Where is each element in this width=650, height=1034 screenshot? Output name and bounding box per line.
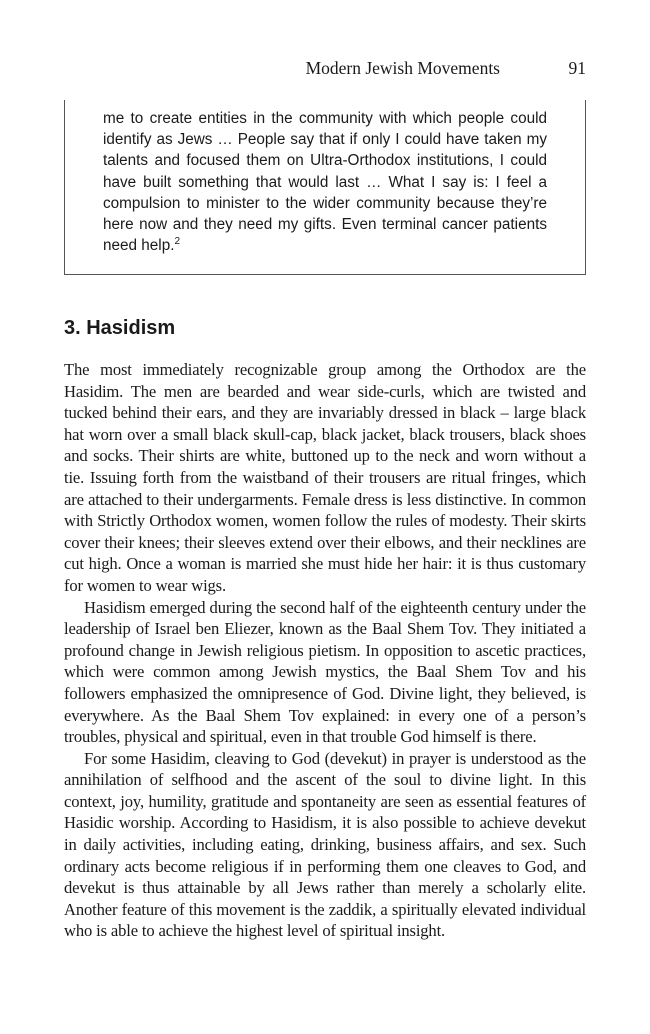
running-head-title: Modern Jewish Movements [305,58,500,78]
paragraph-2: Hasidism emerged during the second half of the eighteenth century under the leadership of Israel ben Eliezer, known as the Baal Shem Tov. They initiated a profound change in Jewish religious pietism. In opposition to ascetic practices, which were common among Jewish mystics, the Baal Shem Tov and his followers emphasized the omnipresence of God. Divine light, they believed, is everywhere. As the Baal Shem Tov explained: in every one of a person’s troubles, physical and spiritual, even in that trouble God himself is there. [64,597,586,747]
quote-text: me to create entities in the community with which people could identify as Jews … People say that if only I could have taken my talents and focused them on Ultra-Orthodox institutions, I could have built something that would last … What I say is: I feel a compulsion to minister to the wider community because they’re here now and they need my gifts. Even terminal cancer patients need help. [103,110,547,255]
section-heading: 3. Hasidism [64,317,176,339]
paragraph-3: For some Hasidim, cleaving to God (devekut) in prayer is understood as the annihilation of selfhood and the ascent of the soul to divine light. In this context, joy, humility, gratitude and spontaneity are seen as essential features of Hasidic worship. According to Hasidism, it is also possible to achieve devekut in daily activities, including eating, drinking, business affairs, and sex. Such ordinary acts become religious if in performing them one cleaves to God, and devekut is thus attainable by all Jews rather than merely a scholarly elite. Another feature of this movement is the zaddik, a spiritually elevated individual who is able to achieve the highest level of spiritual insight. [64,748,586,941]
boxed-quote [64,100,586,275]
footnote-reference: 2 [174,236,181,248]
running-head [0,58,650,84]
page-number: 91 [568,58,586,78]
body-text [64,359,586,942]
paragraph-1: The most immediately recognizable group among the Orthodox are the Hasidim. The men are bearded and wear side-curls, which are twisted and tucked behind their ears, and they are invariably dressed in black – large black hat worn over a small black skull-cap, black jacket, black trousers, black shoes and socks. Their shirts are white, buttoned up to the neck and worn without a tie. Issuing forth from the waistband of their trousers are ritual fringes, which are attached to their undergarments. Female dress is less distinctive. In common with Strictly Orthodox women, women follow the rules of modesty. Their skirts cover their knees; their sleeves extend over their elbows, and their necklines are cut high. Once a woman is married she must hide her hair: it is thus customary for women to wear wigs. [64,360,586,595]
